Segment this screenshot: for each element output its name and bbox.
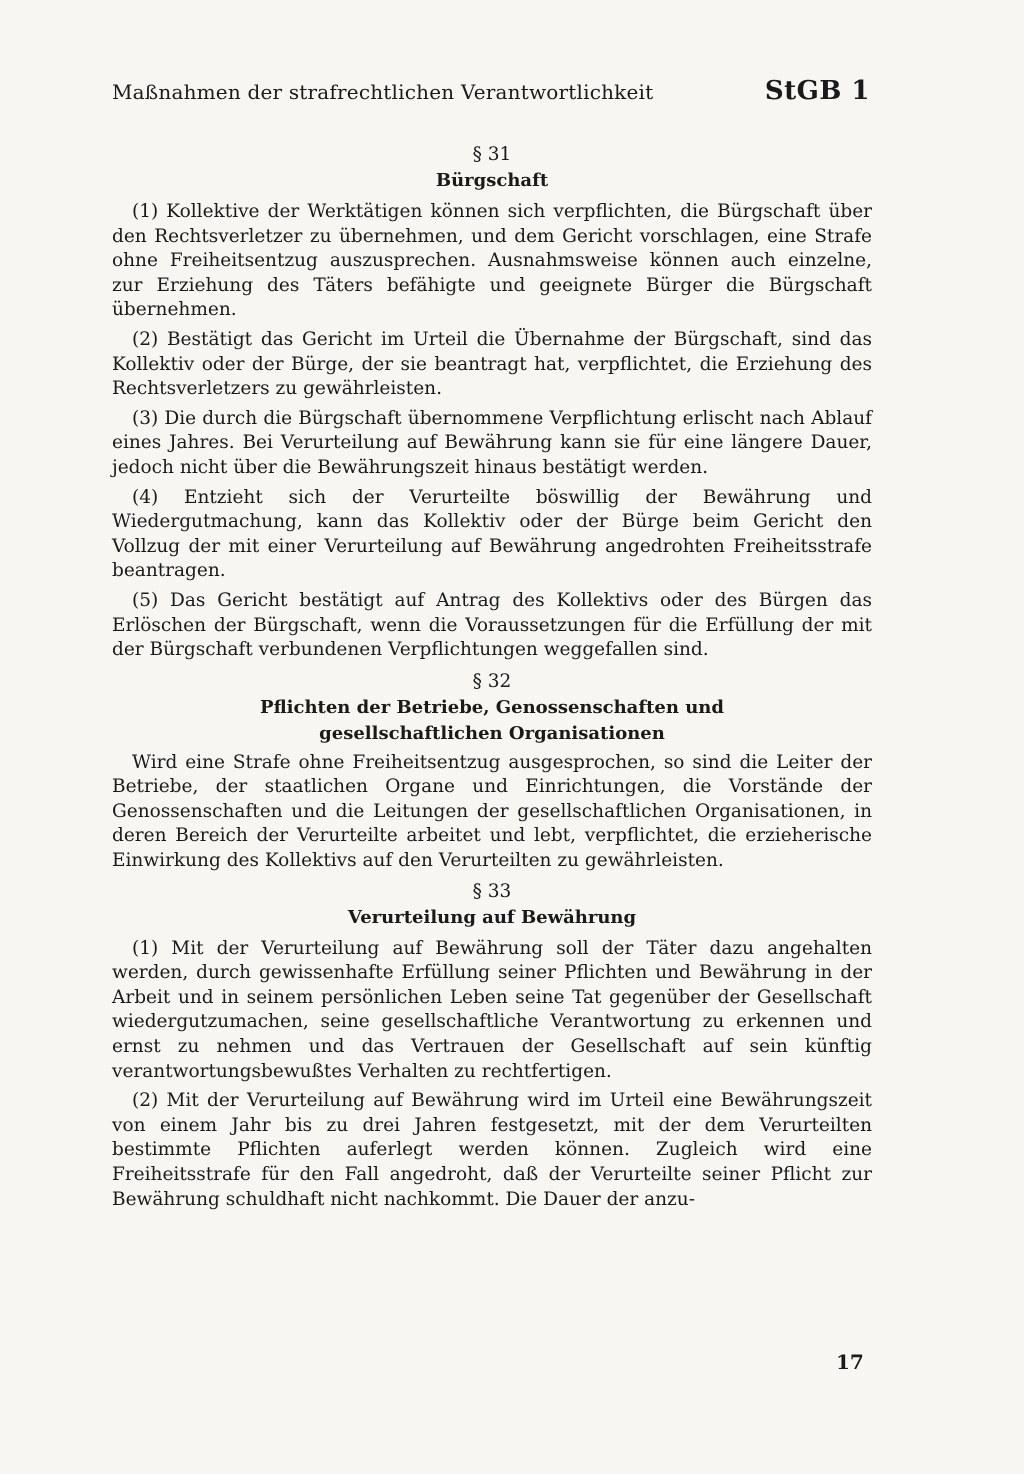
section-31 xyxy=(112,142,872,663)
paragraph: (3) Die durch die Bürgschaft übernommene Verpflichtung erlischt nach Ablauf eines Jahres. Bei Verurteilung auf Bewährung kann sie für eine längere Dauer, jedoch nicht über die Bewährungszeit hinaus bestätigt werden. xyxy=(112,407,872,478)
paragraph: (2) Mit der Verurteilung auf Bewährung wird im Urteil eine Bewährungszeit von einem Jahr bis zu drei Jahren festgesetzt, mit der dem Verurteilten bestimmte Pflichten auferlegt werden können. Zugleich wird eine Freiheitsstrafe für den Fall angedroht, daß der Verurteilte seiner Pflicht zur Bewährung schuldhaft nicht nachkommt. Die Dauer der anzu- xyxy=(112,1090,872,1210)
section-title-line-1: Pflichten der Betriebe, Genossenschaften und xyxy=(260,696,724,718)
paragraph: (1) Kollektive der Werktätigen können sich verpflichten, die Bürgschaft über den Rechtsverletzer zu übernehmen, und dem Gericht vorschlagen, eine Strafe ohne Freiheitsentzug auszusprechen. Ausnahmsweise können auch einzelne, zur Erziehung des Täters befähigte und geeignete Bürger die Bürgschaft übernehmen. xyxy=(112,201,872,321)
section-number: § 33 xyxy=(472,880,512,902)
paragraph: Wird eine Strafe ohne Freiheitsentzug ausgesprochen, so sind die Leiter der Betriebe, der staatlichen Organe und Einrichtungen, die Vorstände der Genossenschaften und die Leitungen der gesellschaftlichen Organisationen, in deren Bereich der Verurteilte arbeitet und lebt, verpflichtet, die erzieherische Einwirkung des Kollektivs auf den Verurteilten zu gewährleisten. xyxy=(112,751,872,872)
law-code-label: StGB 1 xyxy=(764,76,870,106)
running-header xyxy=(112,76,872,116)
running-title: Maßnahmen der strafrechtlichen Verantwortlichkeit xyxy=(112,80,654,104)
paragraph: (1) Mit der Verurteilung auf Bewährung soll der Täter dazu angehalten werden, durch gewissenhafte Erfüllung seiner Pflichten und Bewährung in der Arbeit und in seinem persönlichen Leben seine Tat gegenüber der Gesellschaft wiedergutzumachen, seine gesellschaftliche Verantwortung zu erkennen und ernst zu nehmen und das Vertrauen der Gesellschaft auf sein künftig verantwortungsbewußtes Verhalten zu rechtfertigen. xyxy=(112,937,872,1082)
section-number: § 32 xyxy=(472,670,512,692)
paragraph: (5) Das Gericht bestätigt auf Antrag des Kollektivs oder des Bürgen das Erlöschen der Bürgschaft, wenn die Voraussetzungen für die Erfüllung der mit der Bürgschaft verbundenen Verpflichtungen weggefallen sind. xyxy=(112,589,872,661)
paragraph: (2) Bestätigt das Gericht im Urteil die Übernahme der Bürgschaft, sind das Kollektiv oder der Bürge, der sie beantragt hat, verpflichtet, die Erziehung des Rechtsverletzers zu gewährleisten. xyxy=(112,328,872,400)
section-number: § 31 xyxy=(472,144,512,165)
page-content xyxy=(112,76,872,1217)
section-title: Verurteilung auf Bewährung xyxy=(347,906,637,928)
section-33 xyxy=(112,879,872,1213)
section-title xyxy=(112,695,872,747)
paragraph: (4) Entzieht sich der Verurteilte böswillig der Bewährung und Wiedergutmachung, kann das Kollektiv oder der Bürge beim Gericht den Vollzug der mit einer Verurteilung auf Bewährung angedrohten Freiheitsstrafe beantragen. xyxy=(112,486,872,582)
section-title: Bürgschaft xyxy=(435,170,549,191)
page-number: 17 xyxy=(836,1350,864,1374)
section-title-line-2: gesellschaftlichen Organisationen xyxy=(319,722,665,744)
section-32 xyxy=(112,669,872,874)
